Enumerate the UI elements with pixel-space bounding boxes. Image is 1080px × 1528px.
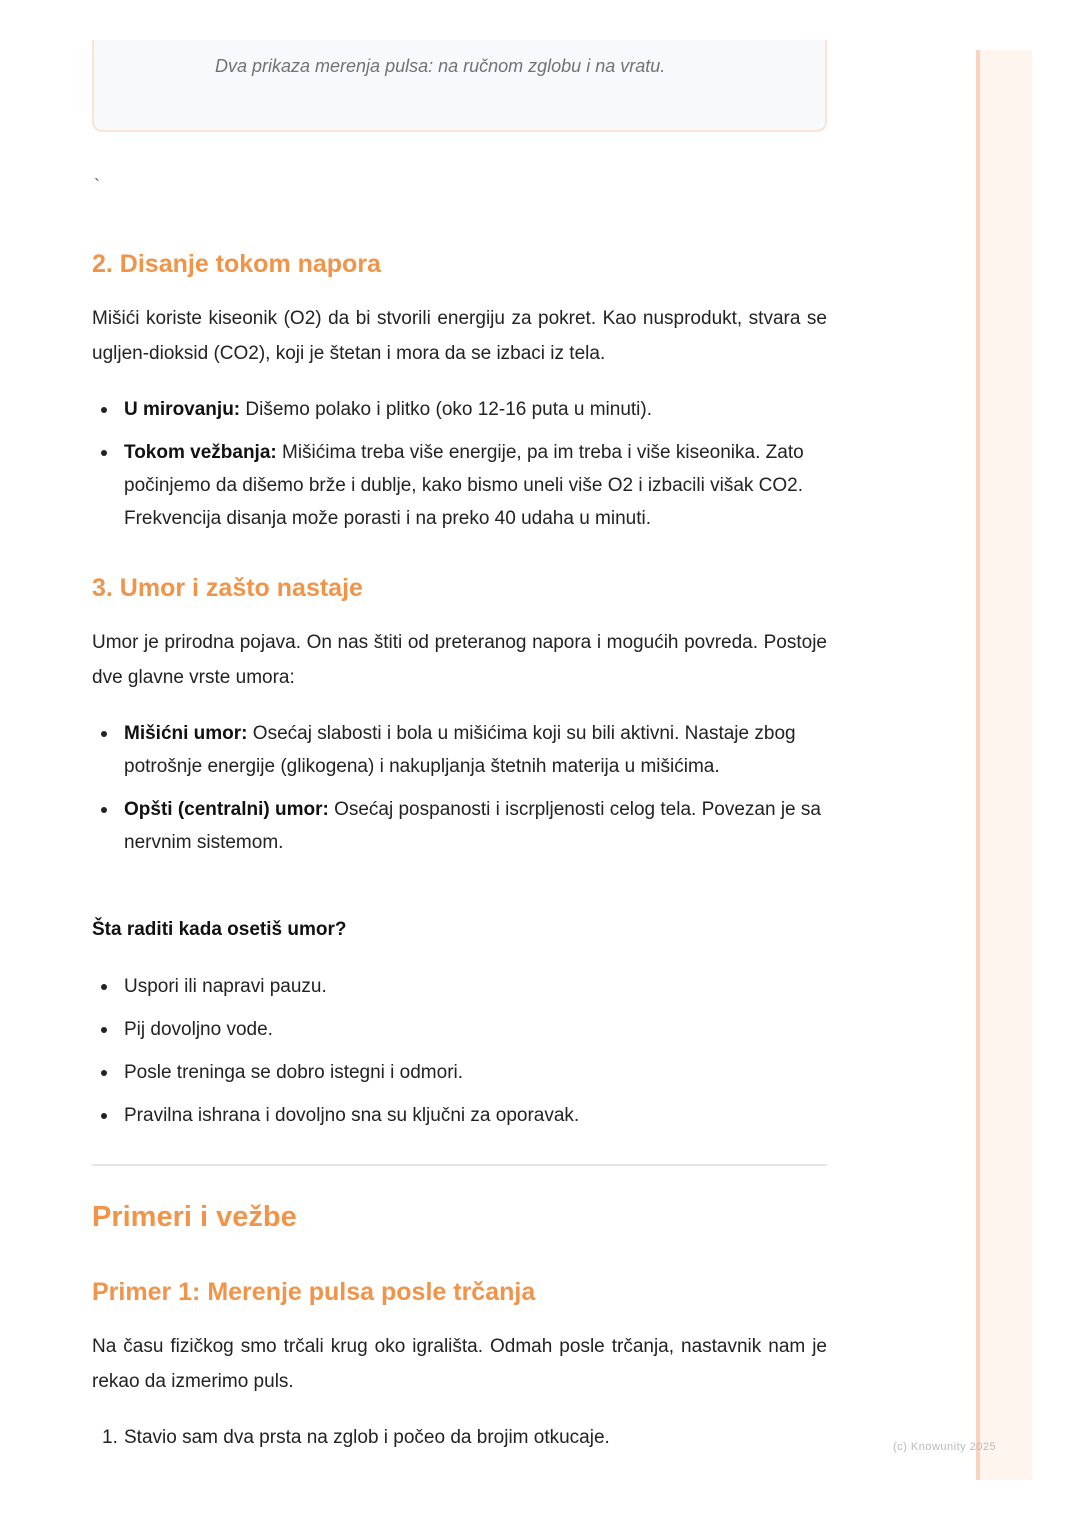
- fatigue-types-list: [92, 717, 827, 869]
- list-item: U mirovanju: Dišemo polako i plitko (oko 12-16 puta u minuti).: [92, 393, 827, 426]
- fatigue-tips-list: [92, 970, 827, 1142]
- section-heading-fatigue: 3. Umor i zašto nastaje: [92, 574, 363, 602]
- decorative-side-rail: [976, 50, 1032, 1480]
- figure-caption: Dva prikaza merenja pulsa: na ručnom zglobu i na vratu.: [215, 56, 666, 76]
- list-item: Opšti (centralni) umor: Osećaj pospanosti i iscrpljenosti celog tela. Povezan je sa nervnim sistemom.: [92, 793, 827, 859]
- example1-heading: Primer 1: Merenje pulsa posle trčanja: [92, 1278, 536, 1306]
- list-item: Tokom vežbanja: Mišićima treba više energije, pa im treba i više kiseonika. Zato počinjemo da dišemo brže i dublje, kako bismo uneli više O2 i izbacili višak CO2. Frekvencija disanja može porasti i na preko 40 udaha u minuti.: [92, 436, 827, 535]
- copyright-footer: (c) Knowunity 2025: [893, 1441, 997, 1453]
- list-item: Pravilna ishrana i dovoljno sna su ključni za oporavak.: [92, 1099, 827, 1132]
- section-heading-breathing: 2. Disanje tokom napora: [92, 250, 381, 278]
- list-item: Uspori ili napravi pauzu.: [92, 970, 827, 1003]
- list-item: Pij dovoljno vode.: [92, 1013, 827, 1046]
- list-item: 1. Stavio sam dva prsta na zglob i počeo da brojim otkucaje.: [102, 1427, 610, 1448]
- list-item: Posle treninga se dobro istegni i odmori.: [92, 1056, 827, 1089]
- figure-card: [92, 40, 827, 132]
- stray-mark: `: [94, 176, 100, 196]
- section-divider: [92, 1164, 827, 1166]
- example1-intro: Na času fizičkog smo trčali krug oko igrališta. Odmah posle trčanja, nastavnik nam je rekao da izmerimo puls.: [92, 1336, 827, 1392]
- list-item: Mišićni umor: Osećaj slabosti i bola u mišićima koji su bili aktivni. Nastaje zbog potrošnje energije (glikogena) i nakupljanja štetnih materija u mišićima.: [92, 717, 827, 783]
- examples-heading: Primeri i vežbe: [92, 1201, 297, 1233]
- example1-steps: [92, 1421, 827, 1464]
- section-breathing-intro: Mišići koriste kiseonik (O2) da bi stvorili energiju za pokret. Kao nusprodukt, stvara se ugljen-dioksid (CO2), koji je štetan i mora da se izbaci iz tela.: [92, 308, 827, 364]
- section-fatigue-intro: Umor je prirodna pojava. On nas štiti od preteranog napora i mogućih povreda. Postoje dve glavne vrste umora:: [92, 632, 827, 688]
- fatigue-subheading: Šta raditi kada osetiš umor?: [92, 919, 347, 940]
- breathing-list: [92, 393, 827, 545]
